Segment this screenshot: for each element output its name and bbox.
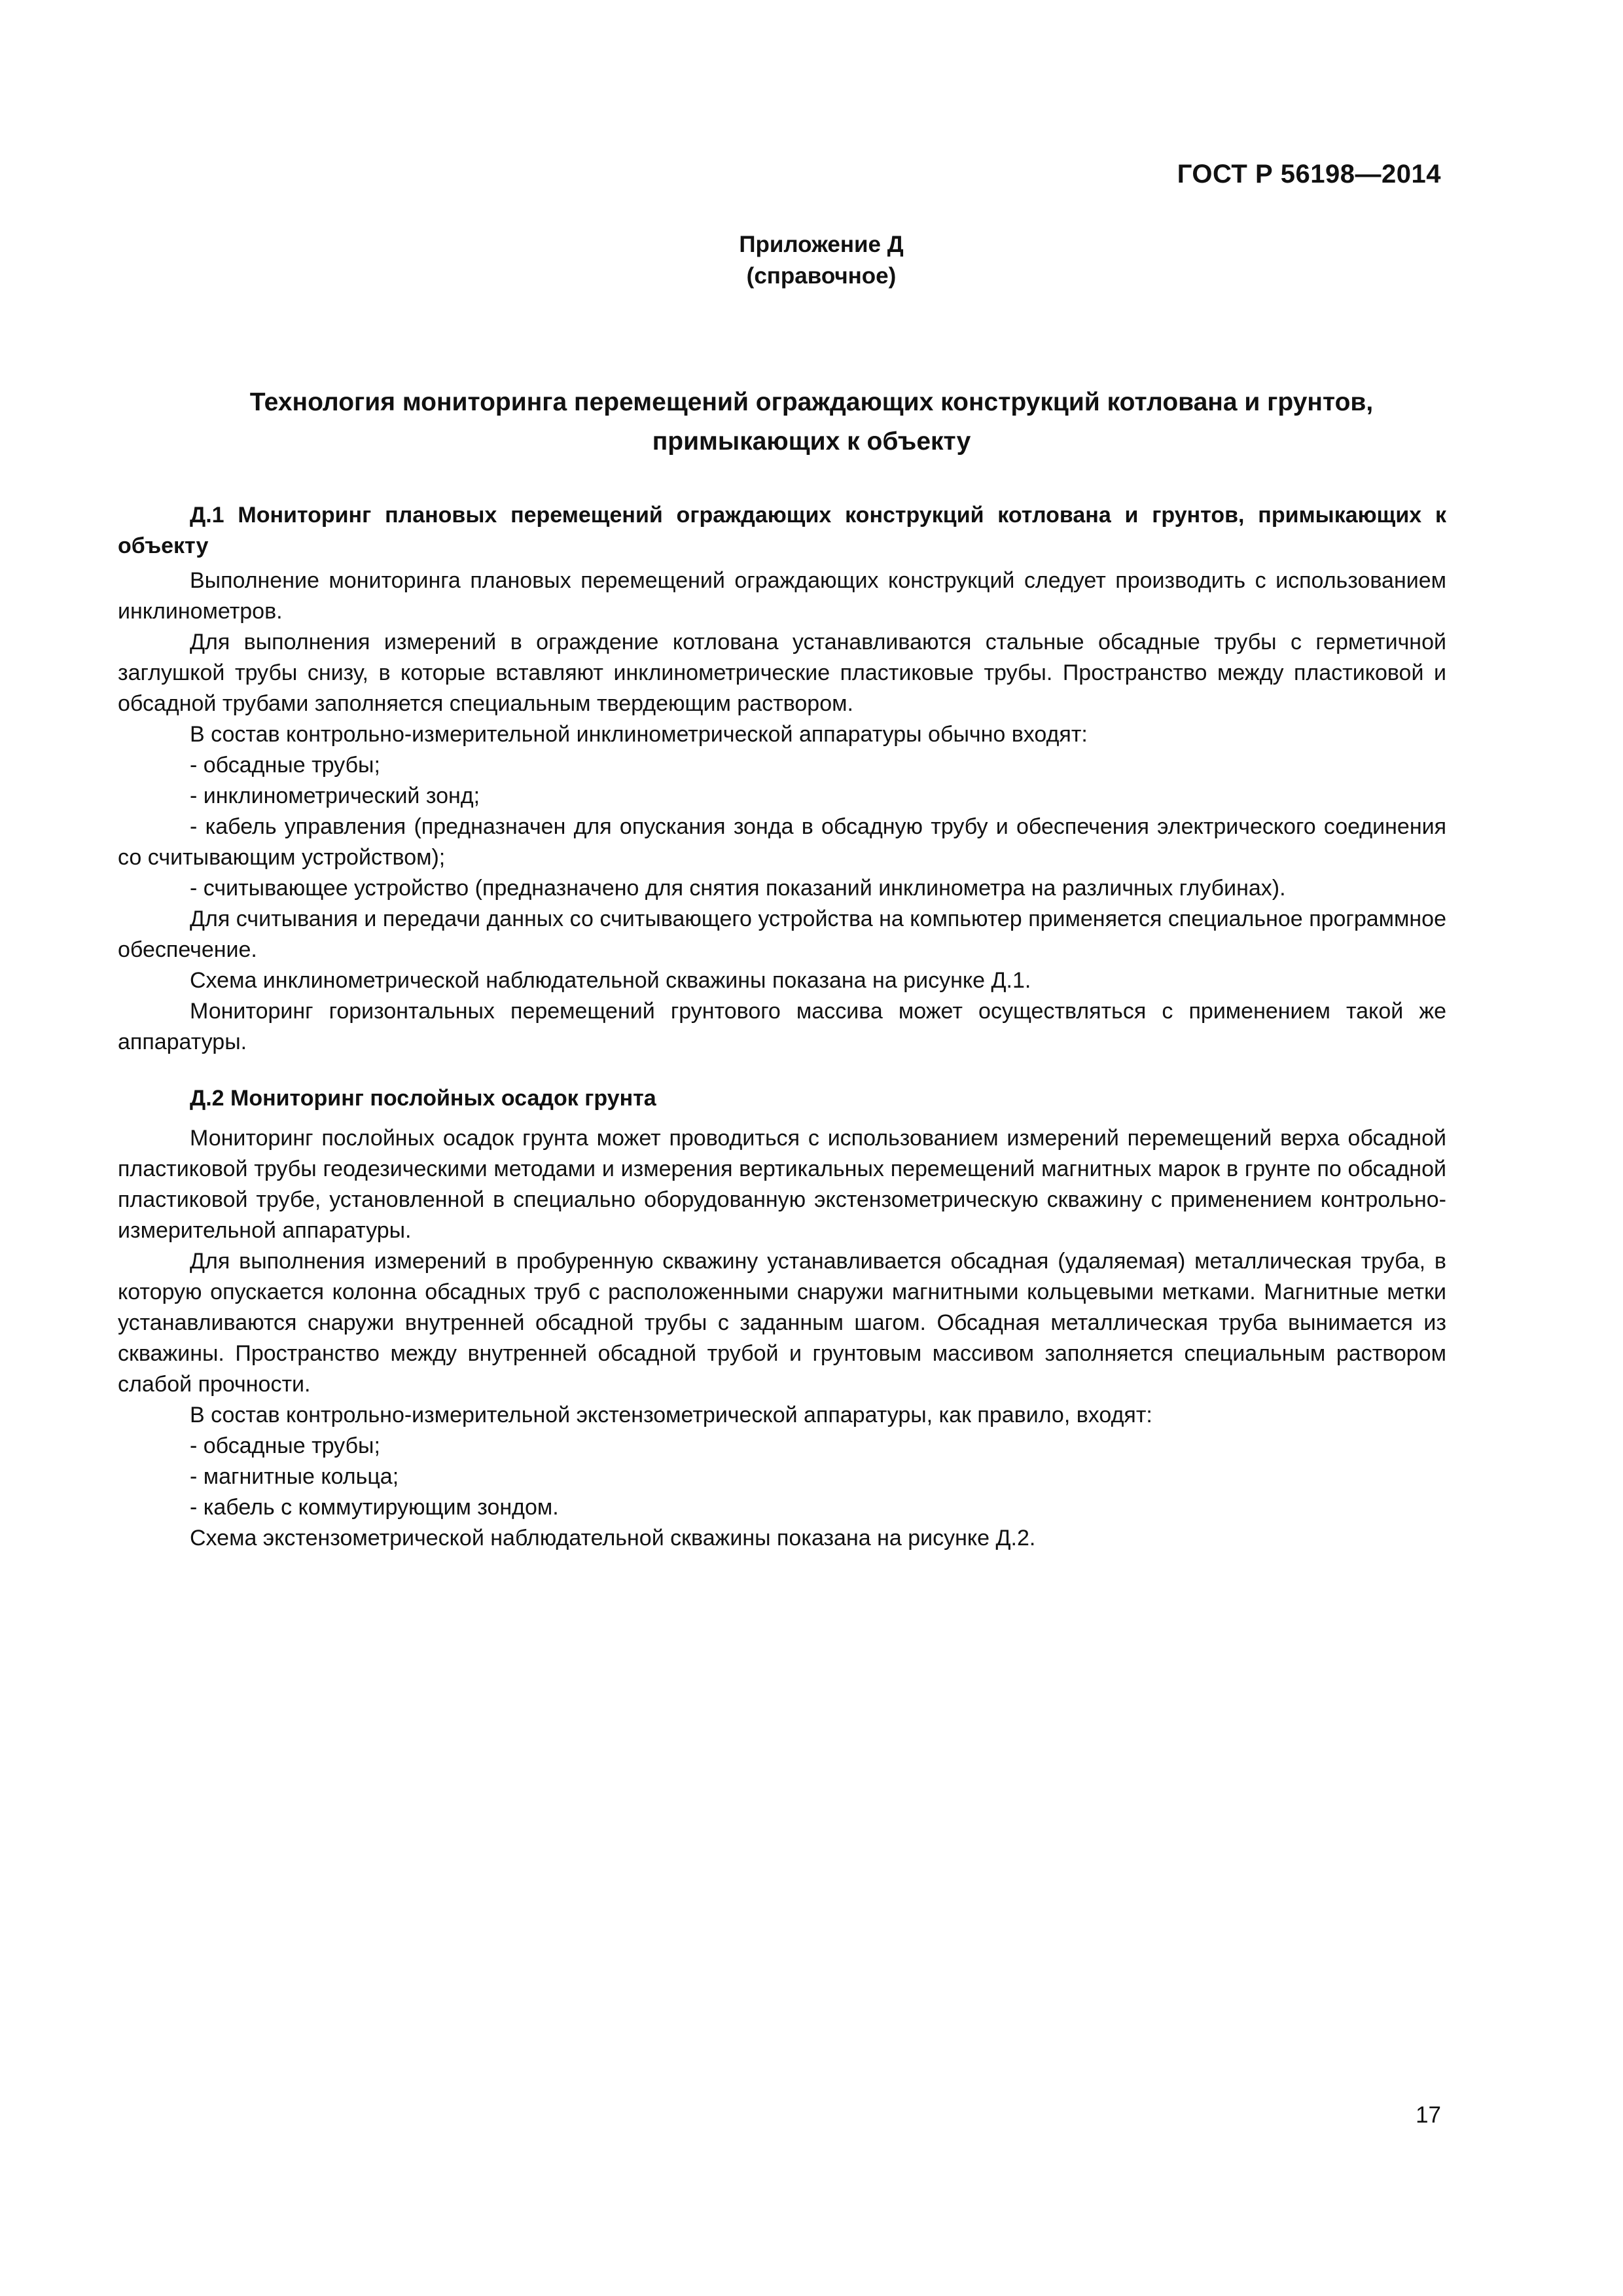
- appendix-header: [0, 229, 1623, 292]
- section-d2-paragraph-1: Мониторинг послойных осадок грунта может проводиться с использованием измерений перемещений верха обсадной пластиковой трубы геодезическими методами и измерения вертикальных перемещений магнитных марок в грунте по обсадной пластиковой трубе, установленной в специально оборудованную экстензометрическую скважину с применением контрольно-измерительной аппаратуры.: [118, 1126, 1446, 1243]
- document-code: ГОСТ Р 56198—2014: [1177, 160, 1441, 188]
- section-d1-paragraph-6: Мониторинг горизонтальных перемещений грунтового массива может осуществляться с применением такой же аппаратуры.: [118, 999, 1446, 1054]
- section-d1-paragraph-2: Для выполнения измерений в ограждение котлована устанавливаются стальные обсадные трубы с герметичной заглушкой трубы снизу, в которые вставляют инклинометрические пластиковые трубы. Пространство между пластиковой и обсадной трубами заполняется специальным твердеющим раствором.: [118, 630, 1446, 716]
- appendix-type: (справочное): [746, 263, 897, 289]
- section-d2-paragraph-3: В состав контрольно-измерительной экстензометрической аппаратуры, как правило, входят:: [190, 1403, 1152, 1427]
- list-item: - кабель с коммутирующим зондом.: [190, 1495, 559, 1520]
- appendix-title-line-1: Технология мониторинга перемещений ограждающих конструкций котлована и грунтов,: [249, 388, 1374, 416]
- section-d1-paragraph-5: Схема инклинометрической наблюдательной скважины показана на рисунке Д.1.: [190, 968, 1031, 993]
- list-item: - считывающее устройство (предназначено для снятия показаний инклинометра на различных глубинах).: [190, 876, 1286, 901]
- section-d1-heading: Д.1 Мониторинг плановых перемещений ограждающих конструкций котлована и грунтов, примыкающих к объекту: [118, 503, 1446, 558]
- appendix-title: [131, 383, 1492, 461]
- section-d2: [118, 1083, 1446, 1554]
- appendix-title-line-2: примыкающих к объекту: [652, 427, 971, 456]
- section-d2-heading: Д.2 Мониторинг послойных осадок грунта: [190, 1086, 656, 1111]
- section-d1: [118, 500, 1446, 1058]
- list-item: - обсадные трубы;: [190, 753, 380, 778]
- section-d2-paragraph-2: Для выполнения измерений в пробуренную скважину устанавливается обсадная (удаляемая) металлическая труба, в которую опускается колонна обсадных труб с расположенными снаружи магнитными кольцевыми метками. Магнитные метки устанавливаются снаружи внутренней обсадной трубы с заданным шагом. Обсадная металлическая труба вынимается из скважины. Пространство между внутренней обсадной трубой и грунтовым массивом заполняется специальным раствором слабой прочности.: [118, 1249, 1446, 1397]
- section-d1-paragraph-3: В состав контрольно-измерительной инклинометрической аппаратуры обычно входят:: [190, 722, 1088, 747]
- list-item: - обсадные трубы;: [190, 1433, 380, 1458]
- page-number: 17: [1416, 2102, 1441, 2128]
- section-d1-equipment-list: [118, 750, 1446, 904]
- section-d1-paragraph-4: Для считывания и передачи данных со считывающего устройства на компьютер применяется специальное программное обеспечение.: [118, 906, 1446, 962]
- section-d2-paragraph-4: Схема экстензометрической наблюдательной скважины показана на рисунке Д.2.: [190, 1526, 1036, 1551]
- section-d1-paragraph-1: Выполнение мониторинга плановых перемещений ограждающих конструкций следует производить с использованием инклинометров.: [118, 568, 1446, 624]
- list-item: - кабель управления (предназначен для опускания зонда в обсадную трубу и обеспечения электрического соединения со считывающим устройством);: [118, 814, 1446, 870]
- section-d2-equipment-list: [118, 1431, 1446, 1523]
- list-item: - магнитные кольца;: [190, 1464, 399, 1489]
- appendix-label: Приложение Д: [739, 232, 904, 257]
- list-item: - инклинометрический зонд;: [190, 783, 480, 808]
